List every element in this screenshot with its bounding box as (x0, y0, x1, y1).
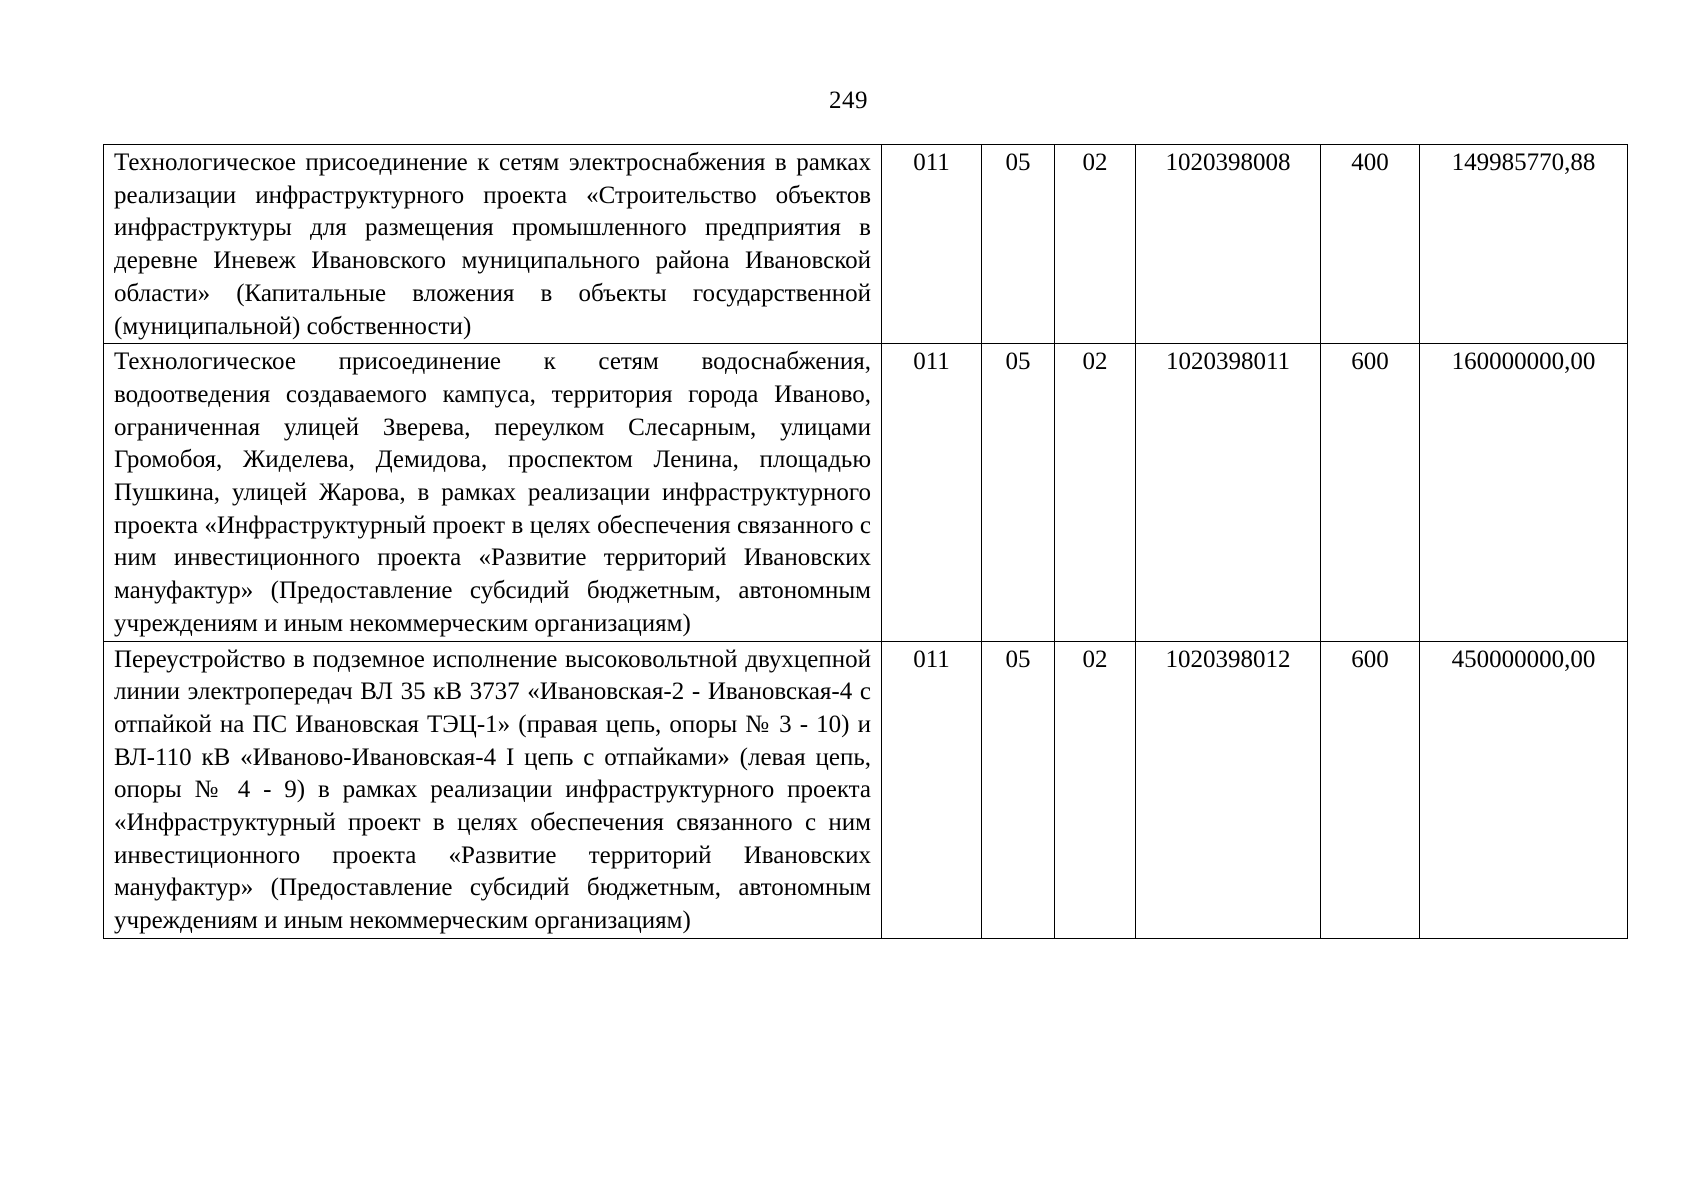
row-description: Переустройство в подземное исполнение высоковольтной двухцепной линии электропередач ВЛ 35 кВ 3737 «Ивановская-2 - Ивановская-4 с отпайкой на ПС Ивановская ТЭЦ-1» (правая цепь, опоры № 3 - 10) и ВЛ-110 кВ «Иваново-Ивановская-4 I цепь с отпайками» (левая цепь, опоры № 4 - 9) в рамках реализации инфраструктурного проекта «Инфраструктурный проект в целях обеспечения связанного с ним инвестиционного проекта «Развитие территорий Ивановских мануфактур» (Предоставление субсидий бюджетным, автономным учреждениям и иным некоммерческим организациям) (104, 641, 882, 938)
expense-type-code: 600 (1321, 641, 1420, 938)
ministry-code: 011 (882, 344, 982, 641)
table-row (104, 145, 1628, 344)
expense-type-code: 400 (1321, 145, 1420, 344)
subsection-code: 02 (1055, 641, 1136, 938)
budget-table (103, 144, 1628, 939)
table-row (104, 641, 1628, 938)
expense-type-code: 600 (1321, 344, 1420, 641)
row-description: Технологическое присоединение к сетям водоснабжения, водоотведения создаваемого кампуса, территория города Иваново, ограниченная улицей Зверева, переулком Слесарным, улицами Громобоя, Жиделева, Демидова, проспектом Ленина, площадью Пушкина, улицей Жарова, в рамках реализации инфраструктурного проекта «Инфраструктурный проект в целях обеспечения связанного с ним инвестиционного проекта «Развитие территорий Ивановских мануфактур» (Предоставление субсидий бюджетным, автономным учреждениям и иным некоммерческим организациям) (104, 344, 882, 641)
page-number: 249 (829, 87, 868, 114)
target-article-code: 1020398008 (1136, 145, 1321, 344)
section-code: 05 (982, 145, 1055, 344)
amount-value: 149985770,88 (1420, 145, 1628, 344)
ministry-code: 011 (882, 641, 982, 938)
amount-value: 160000000,00 (1420, 344, 1628, 641)
amount-value: 450000000,00 (1420, 641, 1628, 938)
target-article-code: 1020398012 (1136, 641, 1321, 938)
row-description: Технологическое присоединение к сетям электроснабжения в рамках реализации инфраструктурного проекта «Строительство объектов инфраструктуры для размещения промышленного предприятия в деревне Иневеж Ивановского муниципального района Ивановской области» (Капитальные вложения в объекты государственной (муниципальной) собственности) (104, 145, 882, 344)
subsection-code: 02 (1055, 344, 1136, 641)
subsection-code: 02 (1055, 145, 1136, 344)
table-row (104, 344, 1628, 641)
ministry-code: 011 (882, 145, 982, 344)
target-article-code: 1020398011 (1136, 344, 1321, 641)
section-code: 05 (982, 344, 1055, 641)
section-code: 05 (982, 641, 1055, 938)
